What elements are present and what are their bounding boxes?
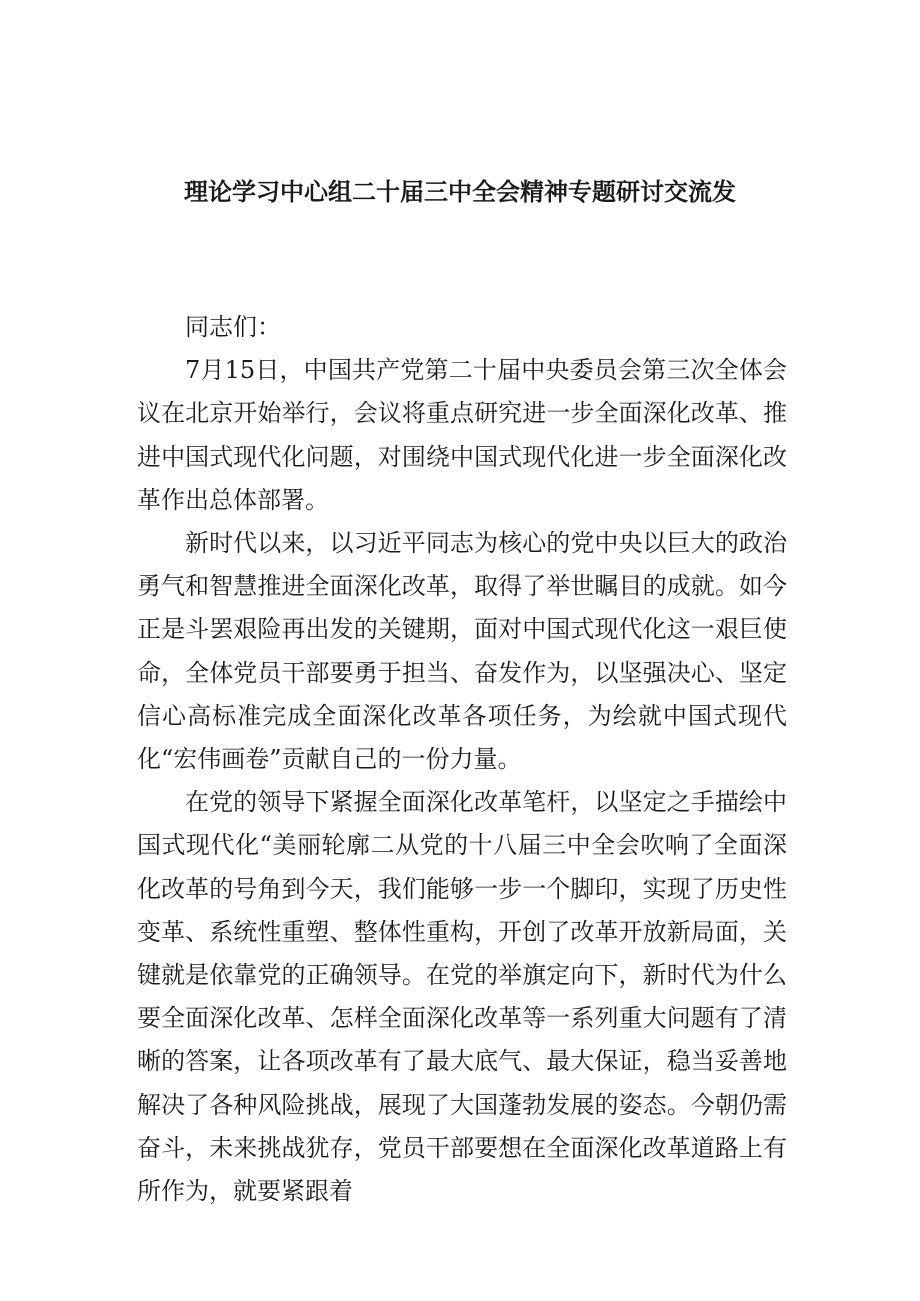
salutation: 同志们： bbox=[185, 313, 281, 341]
document-title: 理论学习中心组二十届三中全会精神专题研讨交流发 bbox=[184, 178, 736, 206]
paragraph-1: 7月15日，中国共产党第二十届中央委员会第三次全体会议在北京开始举行，会议将重点研究进一步全面深化改革、推进中国式现代化问题，对围绕中国式现代化进一步全面深化改革作出总体部署。 bbox=[137, 356, 787, 514]
paragraph-3: 在党的领导下紧握全面深化改革笔杆，以坚定之手描绘中国式现代化“美丽轮廓二从党的十八届三中全会吹响了全面深化改革的号角到今天，我们能够一步一个脚印，实现了历史性变革、系统性重塑、整体性重构，开创了改革开放新局面，关键就是依靠党的正确领导。在党的举旗定向下，新时代为什么要全面深化改革、怎样全面深化改革等一系列重大问题有了清晰的答案，让各项改革有了最大底气、最大保证，稳当妥善地解决了各种风险挑战，展现了大国蓬勃发展的姿态。今朝仍需奋斗，未来挑战犹存，党员干部要想在全面深化改革道路上有所作为，就要紧跟着 bbox=[137, 788, 787, 1206]
paragraph-2: 新时代以来，以习近平同志为核心的党中央以巨大的政治勇气和智慧推进全面深化改革，取得了举世瞩目的成就。如今正是斗罢艰险再出发的关键期，面对中国式现代化这一艰巨使命，全体党员干部要勇于担当、奋发作为，以坚强决心、坚定信心高标准完成全面深化改革各项任务，为绘就中国式现代化“宏伟画卷”贡献自己的一份力量。 bbox=[137, 529, 787, 774]
document-body bbox=[137, 306, 787, 1213]
